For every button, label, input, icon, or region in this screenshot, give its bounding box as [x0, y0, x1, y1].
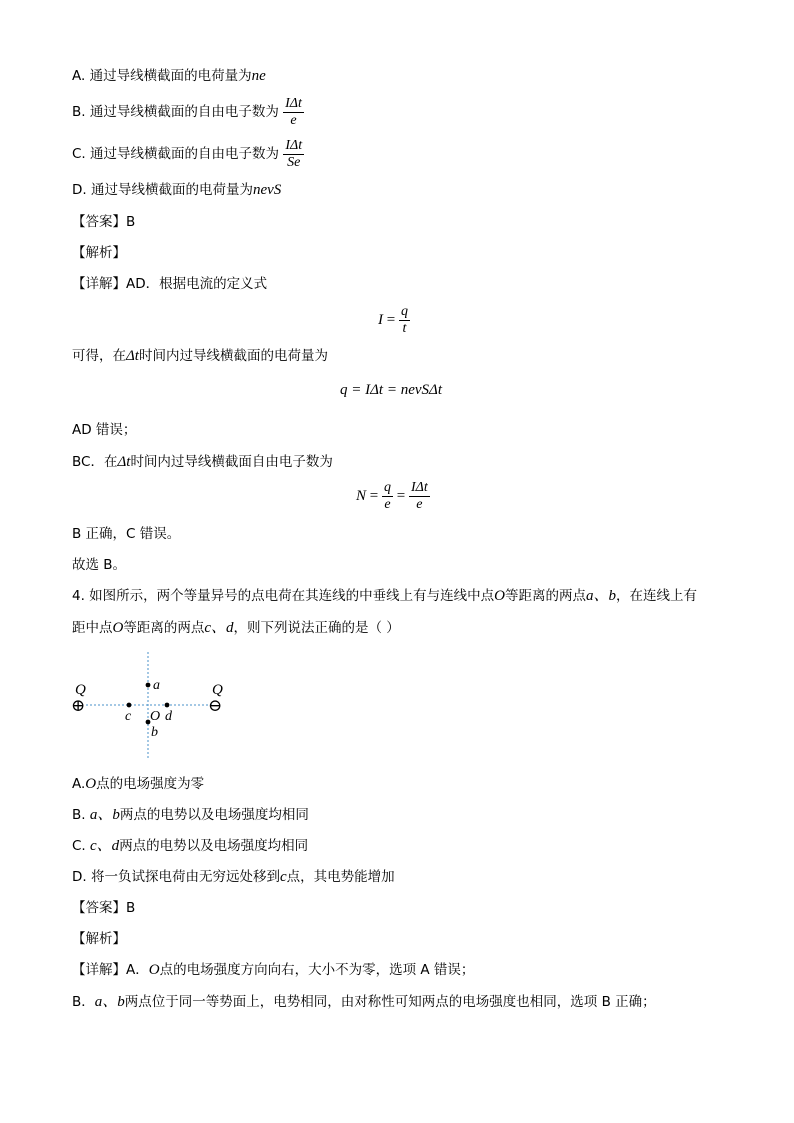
text: 距中点 — [72, 620, 113, 636]
text: 点的电场强度方向向右，大小不为零，选项 A 错误； — [159, 962, 475, 978]
point-a-label: a — [153, 678, 160, 693]
var-O: O — [85, 776, 97, 792]
text: 4. 如图所示，两个等量异号的点电荷在其连线的中垂线上有与连线中点 — [72, 588, 495, 604]
eq3-numerator-1: q — [383, 480, 391, 495]
text: 等距离的两点 — [505, 588, 587, 604]
right-charge-label: Q — [212, 682, 223, 698]
detail-q4-a — [72, 960, 474, 980]
option-b-text: B. 通过导线横截面的自由电子数为 — [72, 104, 279, 120]
eq1-fraction — [399, 304, 410, 337]
var-c: c — [279, 869, 287, 885]
point-a-dot — [146, 683, 151, 688]
var-O: O — [494, 588, 506, 604]
text: 点的电场强度为零 — [96, 776, 205, 792]
option-b-q3 — [72, 94, 304, 130]
option-b-q4 — [72, 805, 309, 825]
var-ab: a、b — [94, 994, 125, 1010]
text: D. 将一负试探电荷由无穷远处移到 — [72, 869, 280, 885]
text: ，则下列说法正确的是（ ） — [233, 620, 400, 636]
text: B． — [72, 994, 95, 1010]
charges-diagram — [68, 650, 238, 762]
var-cd: c、d — [204, 620, 234, 636]
ad-wrong: AD 错误； — [72, 422, 137, 438]
text: ，在连线上有 — [616, 588, 698, 604]
analysis-q4: 【解析】 — [72, 931, 126, 947]
equation-current-definition: I = $\frac{q}{t}$ — [378, 304, 408, 336]
var-O: O — [112, 620, 124, 636]
option-c-q4 — [72, 836, 308, 856]
eq1-denominator: t — [402, 321, 407, 336]
negative-charge-icon: ⊖ — [208, 696, 223, 715]
option-c-q3 — [72, 136, 304, 172]
point-b-label: b — [151, 725, 158, 740]
option-b-denominator: e — [290, 112, 297, 128]
delta-t: Δt — [126, 348, 139, 364]
detail-q3-line2 — [72, 346, 328, 366]
point-d-dot — [165, 703, 170, 708]
text: 可得，在 — [72, 348, 126, 364]
delta-t: Δt — [117, 454, 131, 470]
eq3-lhs: N — [356, 487, 367, 504]
positive-charge-icon: ⊕ — [71, 696, 86, 715]
text: 时间内过导线横截面自由电子数为 — [130, 454, 333, 470]
point-d-label: d — [165, 709, 172, 724]
left-charge-label: Q — [75, 682, 86, 698]
option-a-q4 — [72, 774, 204, 794]
option-b-fraction — [283, 96, 304, 129]
option-a-q3 — [72, 66, 266, 86]
option-b-numerator: IΔt — [285, 95, 302, 111]
question4-line2 — [72, 618, 400, 638]
option-d-q3 — [72, 180, 281, 200]
answer-q3: 【答案】B — [72, 214, 136, 230]
equation-charge: q = IΔt = nevSΔt — [340, 382, 442, 398]
text: 两点位于同一等势面上，电势相同，由对称性可知两点的电场强度也相同，选项 B 正确； — [124, 994, 656, 1010]
option-c-numerator: IΔt — [285, 137, 303, 153]
point-O-label: O — [150, 709, 161, 724]
b-correct: B 正确，C 错误。 — [72, 526, 181, 542]
eq1-lhs: I — [378, 311, 383, 328]
text: 时间内过导线横截面的电荷量为 — [138, 348, 328, 364]
detail-q3-intro: 【详解】AD．根据电流的定义式 — [72, 276, 268, 292]
text: 两点的电势以及电场强度均相同 — [119, 838, 309, 854]
eq3-fraction-1 — [382, 480, 393, 513]
option-d-text: D. 通过导线横截面的电荷量为 — [72, 182, 253, 198]
option-a-text: A. 通过导线横截面的电荷量为 — [72, 68, 252, 84]
text: A. — [72, 776, 86, 792]
answer-q4: 【答案】B — [72, 900, 136, 916]
text: 点，其电势能增加 — [286, 869, 395, 885]
option-a-var: ne — [251, 68, 266, 84]
text: B. — [72, 807, 86, 823]
var-cd: c、d — [90, 838, 120, 854]
text: C. — [72, 838, 86, 854]
text: 【详解】A． — [72, 962, 149, 978]
question4-line1 — [72, 586, 697, 606]
text: 两点的电势以及电场强度均相同 — [119, 807, 309, 823]
var-O: O — [148, 962, 160, 978]
option-c-denominator: Se — [287, 154, 301, 170]
option-c-text: C. 通过导线横截面的自由电子数为 — [72, 146, 280, 162]
eq3-denominator-1: e — [384, 497, 391, 512]
detail-q3-bc — [72, 452, 333, 472]
text: 等距离的两点 — [123, 620, 205, 636]
analysis-q3: 【解析】 — [72, 245, 126, 261]
var-ab: a、b — [89, 807, 120, 823]
eq1-numerator: q — [400, 304, 408, 319]
option-d-q4 — [72, 867, 395, 887]
eq3-fraction-2 — [409, 480, 430, 513]
option-d-var: nevS — [252, 182, 282, 198]
option-c-fraction — [283, 138, 304, 171]
point-c-dot — [127, 703, 132, 708]
point-c-label: c — [125, 709, 132, 724]
var-ab: a、b — [586, 588, 617, 604]
eq3-denominator-2: e — [416, 497, 423, 512]
text: BC．在 — [72, 454, 118, 470]
choose-b: 故选 B。 — [72, 557, 127, 573]
eq3-numerator-2: IΔt — [410, 480, 428, 495]
equation-electron-count: N = $\frac{q}{e}$ = $\frac{\text{IΔt}}{e}$ — [356, 480, 428, 512]
detail-q4-b — [72, 992, 656, 1012]
